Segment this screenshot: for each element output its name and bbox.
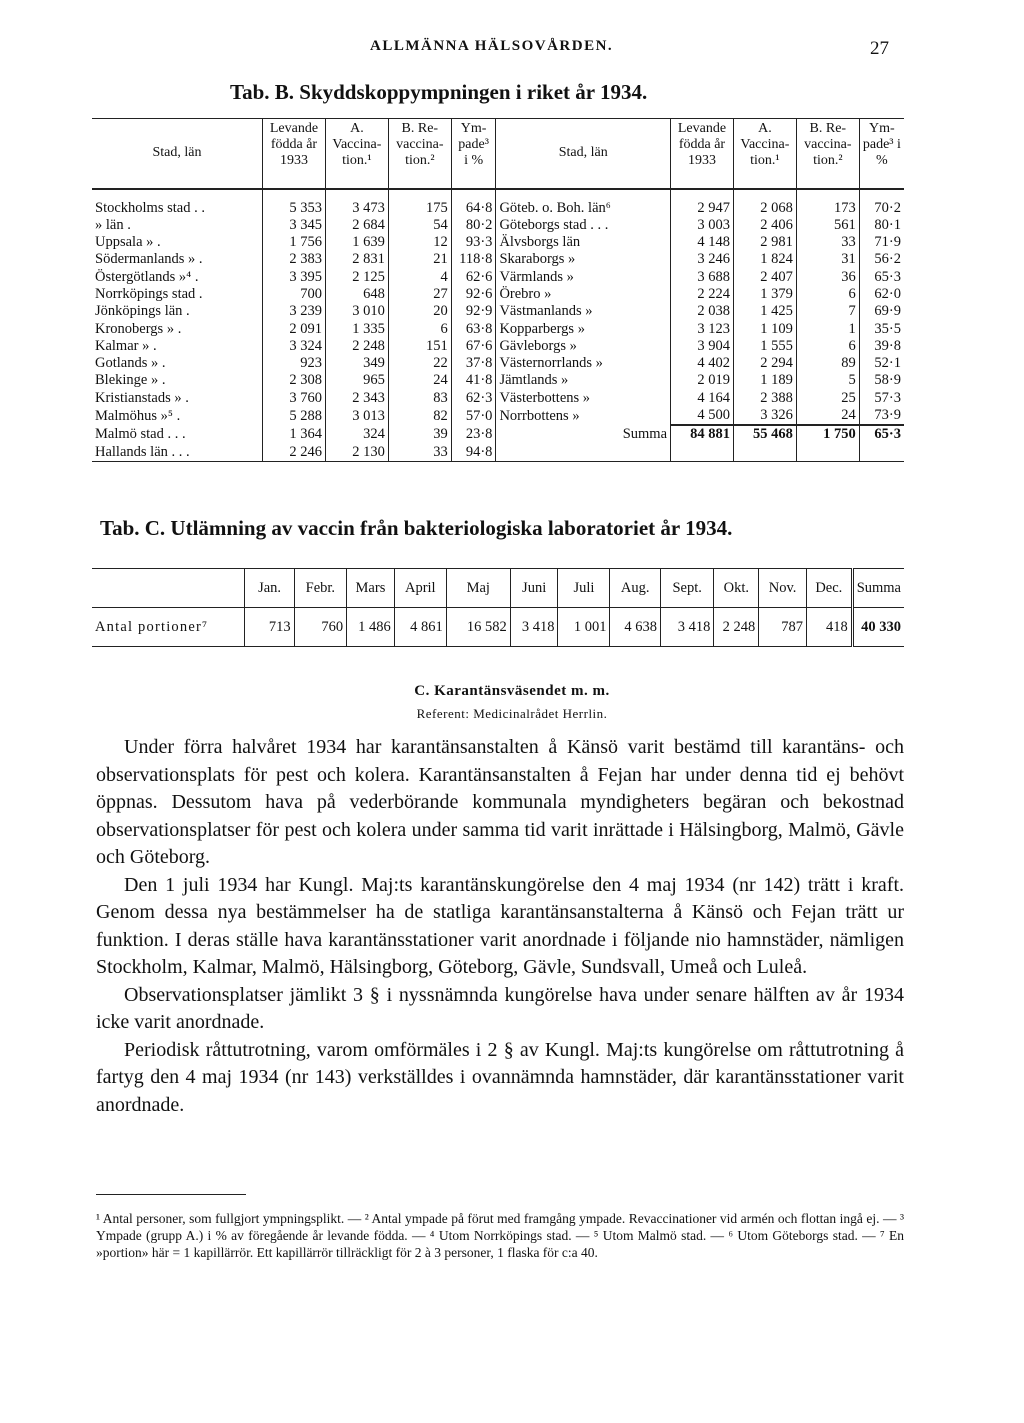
paragraph: Periodisk råttutrotning, varom omförmäles i 2 § av Kungl. Maj:ts kungörelse om råttutrotning å fartyg den 4 maj 1934 (nr 143) verkställdes i ovannämnda hamnstäder, där karantänsstationer varit anordnade. xyxy=(96,1038,904,1116)
cell-vacc: 2 294 xyxy=(733,355,796,372)
place-name: Norrbottens » xyxy=(496,407,671,425)
table-row xyxy=(92,407,904,425)
cell-vacc: 3 473 xyxy=(325,189,388,217)
cell-vacc: 2 684 xyxy=(325,217,388,234)
month-value: 418 xyxy=(806,608,852,647)
cell-vacc: 1 109 xyxy=(733,321,796,338)
month-header: Aug. xyxy=(610,569,661,608)
cell-vacc: 349 xyxy=(325,355,388,372)
tab-c-data-row xyxy=(92,608,904,647)
cell-born: 700 xyxy=(263,286,326,303)
cell-born: 4 402 xyxy=(671,355,734,372)
cell-born: 2 091 xyxy=(263,321,326,338)
cell-pct: 92·6 xyxy=(451,286,496,303)
summa-label: Summa xyxy=(496,425,671,443)
cell-vacc: 1 379 xyxy=(733,286,796,303)
cell-pct: 56·2 xyxy=(859,251,904,268)
table-row xyxy=(92,444,904,462)
cell-pct: 67·6 xyxy=(451,338,496,355)
cell-born: 2 383 xyxy=(263,251,326,268)
month-header: April xyxy=(394,569,446,608)
place-name: Kalmar » . xyxy=(95,337,157,354)
month-value: 1 486 xyxy=(347,608,395,647)
cell-vacc: 3 013 xyxy=(325,407,388,425)
cell-pct: 63·8 xyxy=(451,321,496,338)
cell-pct: 71·9 xyxy=(859,234,904,251)
cell-revacc: 24 xyxy=(388,372,451,389)
summa-born: 84 881 xyxy=(671,425,734,443)
cell-vacc: 2 343 xyxy=(325,390,388,407)
col-pct-2: Ym-pade³ i % xyxy=(859,119,904,189)
cell-born: 1 364 xyxy=(263,425,326,443)
cell-born: 3 345 xyxy=(263,217,326,234)
place-name: Kronobergs » . xyxy=(95,320,182,337)
cell-born: 3 904 xyxy=(671,338,734,355)
cell-revacc: 4 xyxy=(388,269,451,286)
tab-c-corner xyxy=(92,569,245,608)
table-row xyxy=(92,321,904,338)
cell-pct: 35·5 xyxy=(859,321,904,338)
cell-revacc: 1 xyxy=(796,321,859,338)
cell-pct: 39·8 xyxy=(859,338,904,355)
cell-revacc: 20 xyxy=(388,303,451,320)
place-name: Kristianstads » . xyxy=(95,389,189,406)
cell-pct: 37·8 xyxy=(451,355,496,372)
cell-born: 4 164 xyxy=(671,390,734,407)
table-row xyxy=(92,372,904,389)
cell-revacc: 6 xyxy=(796,286,859,303)
cell-revacc: 6 xyxy=(388,321,451,338)
month-value: 4 861 xyxy=(394,608,446,647)
cell-born: 3 760 xyxy=(263,390,326,407)
cell-pct: 41·8 xyxy=(451,372,496,389)
month-header: Febr. xyxy=(294,569,346,608)
col-place-2: Stad, län xyxy=(496,119,671,189)
col-revacc-2: B. Re-vaccina-tion.² xyxy=(796,119,859,189)
cell-born: 5 353 xyxy=(263,189,326,217)
table-row xyxy=(92,286,904,303)
paragraph: Under förra halvåret 1934 har karantänsanstalten å Känsö varit bestämd till karantäns- och observationsplats för pest och kolera. Karantänsanstalten å Fejan har under denna tid ej behövt öppnas. Dessutom hava på vederbörande kommunala myndigheters begäran och bekostnad observationsplatser för pest och kolera under samma tid varit inrättade i Hälsingborg, Malmö, Gävle och Göteborg. xyxy=(96,736,904,868)
cell-born: 4 148 xyxy=(671,234,734,251)
cell-vacc: 3 010 xyxy=(325,303,388,320)
month-header: Jan. xyxy=(245,569,294,608)
place-name xyxy=(496,444,671,462)
cell-born: 923 xyxy=(263,355,326,372)
place-name: Malmö stad . . . xyxy=(95,425,186,442)
place-name: Skaraborgs » xyxy=(496,251,671,268)
place-name: Västernorrlands » xyxy=(496,355,671,372)
cell-pct: 94·8 xyxy=(451,444,496,462)
cell-vacc: 1 425 xyxy=(733,303,796,320)
cell-revacc: 5 xyxy=(796,372,859,389)
summa-pct: 65·3 xyxy=(859,425,904,443)
cell-pct: 65·3 xyxy=(859,269,904,286)
cell-born: 2 038 xyxy=(671,303,734,320)
tab-c-table xyxy=(92,568,904,647)
cell-revacc: 12 xyxy=(388,234,451,251)
table-row xyxy=(92,189,904,217)
month-header: Juni xyxy=(510,569,558,608)
place-name: Örebro » xyxy=(496,286,671,303)
summa-vacc: 55 468 xyxy=(733,425,796,443)
cell-vacc: 2 068 xyxy=(733,189,796,217)
place-name: » län . xyxy=(95,216,131,233)
month-header: Nov. xyxy=(759,569,807,608)
cell-vacc xyxy=(733,444,796,462)
cell-born: 2 224 xyxy=(671,286,734,303)
col-born: Levande födda år 1933 xyxy=(263,119,326,189)
place-name: Östergötlands »⁴ . xyxy=(95,268,199,285)
cell-vacc: 2 406 xyxy=(733,217,796,234)
section-referent: Referent: Medicinalrådet Herrlin. xyxy=(416,706,608,721)
col-vacc-2: A. Vaccina-tion.¹ xyxy=(733,119,796,189)
cell-pct: 58·9 xyxy=(859,372,904,389)
cell-born: 3 003 xyxy=(671,217,734,234)
cell-pct: 62·0 xyxy=(859,286,904,303)
table-row xyxy=(92,269,904,286)
running-title: ALLMÄNNA HÄLSOVÅRDEN. xyxy=(370,38,614,54)
month-value: 3 418 xyxy=(661,608,714,647)
cell-vacc: 648 xyxy=(325,286,388,303)
cell-revacc xyxy=(796,444,859,462)
cell-vacc: 2 388 xyxy=(733,390,796,407)
table-row xyxy=(92,338,904,355)
place-name: Västerbottens » xyxy=(496,390,671,407)
place-name: Malmöhus »⁵ . xyxy=(95,407,181,424)
month-value: 713 xyxy=(245,608,294,647)
place-name: Älvsborgs län xyxy=(496,234,671,251)
cell-revacc: 173 xyxy=(796,189,859,217)
cell-born: 5 288 xyxy=(263,407,326,425)
month-value: 760 xyxy=(294,608,346,647)
cell-born: 3 239 xyxy=(263,303,326,320)
paragraph: Den 1 juli 1934 har Kungl. Maj:ts karantänskungörelse den 4 maj 1934 (nr 142) trätt i kraft. Genom dessa nya bestämmelser ha de statliga karantänsanstalterna å Känsö och Fejan trätt ur funktion. I deras ställe hava karantänsstationer varit anordnade i följande nio hamnstäder, nämligen Stockholm, Kalmar, Malmö, Hälsingborg, Göteborg, Gävle, Sundsvall, Umeå och Luleå. xyxy=(96,873,904,978)
cell-born: 3 688 xyxy=(671,269,734,286)
cell-pct: 69·9 xyxy=(859,303,904,320)
cell-revacc: 175 xyxy=(388,189,451,217)
place-name: Göteborgs stad . . . xyxy=(496,217,671,234)
place-name: Värmlands » xyxy=(496,269,671,286)
cell-revacc: 25 xyxy=(796,390,859,407)
place-name: Göteb. o. Boh. län⁶ xyxy=(496,189,671,217)
col-place: Stad, län xyxy=(152,145,202,161)
cell-vacc: 1 639 xyxy=(325,234,388,251)
cell-pct: 93·3 xyxy=(451,234,496,251)
cell-vacc: 2 407 xyxy=(733,269,796,286)
cell-born: 4 500 xyxy=(671,407,734,425)
month-value: 1 001 xyxy=(558,608,610,647)
cell-pct: 62·6 xyxy=(451,269,496,286)
place-name: Gotlands » . xyxy=(95,355,166,372)
place-name: Jämtlands » xyxy=(496,372,671,389)
tab-b-table xyxy=(92,118,904,462)
total-value: 40 330 xyxy=(852,608,904,647)
row-label: Antal portioner⁷ xyxy=(95,618,209,635)
month-value: 787 xyxy=(759,608,807,647)
cell-born: 2 019 xyxy=(671,372,734,389)
cell-born: 3 246 xyxy=(671,251,734,268)
cell-born: 3 324 xyxy=(263,338,326,355)
place-name: Norrköpings stad . xyxy=(95,285,203,302)
cell-revacc: 21 xyxy=(388,251,451,268)
place-name: Stockholms stad . . xyxy=(95,199,205,216)
month-value: 3 418 xyxy=(510,608,558,647)
cell-born: 2 947 xyxy=(671,189,734,217)
cell-vacc: 3 326 xyxy=(733,407,796,425)
cell-pct: 62·3 xyxy=(451,390,496,407)
cell-revacc: 6 xyxy=(796,338,859,355)
cell-pct: 52·1 xyxy=(859,355,904,372)
cell-vacc: 965 xyxy=(325,372,388,389)
table-row xyxy=(92,425,904,443)
cell-revacc: 561 xyxy=(796,217,859,234)
table-row xyxy=(92,303,904,320)
cell-vacc: 1 335 xyxy=(325,321,388,338)
tab-c-title: Tab. C. Utlämning av vaccin från bakteriologiska laboratoriet år 1934. xyxy=(100,516,733,540)
cell-pct: 80·2 xyxy=(451,217,496,234)
cell-vacc: 2 125 xyxy=(325,269,388,286)
section-title: C. Karantänsväsendet m. m. xyxy=(414,683,610,699)
body-text xyxy=(96,734,904,1119)
cell-revacc: 36 xyxy=(796,269,859,286)
place-name: Hallands län . . . xyxy=(95,443,190,460)
cell-pct: 118·8 xyxy=(451,251,496,268)
cell-revacc: 33 xyxy=(388,444,451,462)
month-value: 2 248 xyxy=(714,608,759,647)
col-born-2: Levande födda år 1933 xyxy=(671,119,734,189)
month-header: Juli xyxy=(558,569,610,608)
month-value: 4 638 xyxy=(610,608,661,647)
cell-vacc: 1 555 xyxy=(733,338,796,355)
cell-born: 3 395 xyxy=(263,269,326,286)
month-header: Okt. xyxy=(714,569,759,608)
table-row xyxy=(92,234,904,251)
cell-born: 1 756 xyxy=(263,234,326,251)
cell-pct xyxy=(859,444,904,462)
cell-pct: 70·2 xyxy=(859,189,904,217)
cell-vacc: 1 189 xyxy=(733,372,796,389)
cell-revacc: 31 xyxy=(796,251,859,268)
col-pct: Ym-pade³ i % xyxy=(451,119,496,189)
cell-pct: 57·0 xyxy=(451,407,496,425)
cell-vacc: 2 831 xyxy=(325,251,388,268)
cell-revacc: 54 xyxy=(388,217,451,234)
place-name: Uppsala » . xyxy=(95,234,161,251)
cell-vacc: 2 248 xyxy=(325,338,388,355)
month-header: Maj xyxy=(446,569,510,608)
cell-revacc: 89 xyxy=(796,355,859,372)
table-row xyxy=(92,217,904,234)
cell-revacc: 33 xyxy=(796,234,859,251)
tab-b-body xyxy=(92,189,904,462)
cell-pct: 80·1 xyxy=(859,217,904,234)
summa-header: Summa xyxy=(852,569,904,608)
cell-revacc: 27 xyxy=(388,286,451,303)
footnotes: ¹ Antal personer, som fullgjort ympningsplikt. — ² Antal ympade på förut med framgång ympade. Revaccinationer vid armén och flottan ingå ej. — ³ Ympade (grupp A.) i % av föregående år levande födda. — ⁴ Utom Norrköpings stad. — ⁵ Utom Malmö stad. — ⁶ Utom Göteborgs stad. — ⁷ En »portion» här = 1 kapillärrör. Ett kapillärrör tillräckligt för 2 à 3 personer, 1 flaska för c:a 40. xyxy=(96,1211,904,1260)
cell-vacc: 2 130 xyxy=(325,444,388,462)
summa-revacc: 1 750 xyxy=(796,425,859,443)
cell-revacc: 83 xyxy=(388,390,451,407)
col-vacc: A. Vaccina-tion.¹ xyxy=(325,119,388,189)
place-name: Blekinge » . xyxy=(95,372,166,389)
cell-vacc: 324 xyxy=(325,425,388,443)
table-row xyxy=(92,355,904,372)
cell-revacc: 82 xyxy=(388,407,451,425)
month-header: Mars xyxy=(347,569,395,608)
cell-born xyxy=(671,444,734,462)
place-name: Södermanlands » . xyxy=(95,251,203,268)
tab-c-header-row xyxy=(92,569,904,608)
cell-pct: 23·8 xyxy=(451,425,496,443)
cell-pct: 92·9 xyxy=(451,303,496,320)
cell-revacc: 24 xyxy=(796,407,859,425)
table-row xyxy=(92,251,904,268)
place-name: Jönköpings län . xyxy=(95,303,190,320)
place-name: Västmanlands » xyxy=(496,303,671,320)
cell-born: 2 246 xyxy=(263,444,326,462)
cell-revacc: 22 xyxy=(388,355,451,372)
cell-born: 3 123 xyxy=(671,321,734,338)
cell-revacc: 7 xyxy=(796,303,859,320)
cell-vacc: 2 981 xyxy=(733,234,796,251)
tab-b-title: Tab. B. Skyddskoppympningen i riket år 1934. xyxy=(230,80,648,104)
page-number: 27 xyxy=(870,38,889,59)
place-name: Kopparbergs » xyxy=(496,321,671,338)
cell-pct: 73·9 xyxy=(859,407,904,425)
paragraph: Observationsplatser jämlikt 3 § i nyssnämnda kungörelse hava under senare hälften av år 1934 icke varit anordnade. xyxy=(96,983,904,1033)
cell-revacc: 151 xyxy=(388,338,451,355)
cell-vacc: 1 824 xyxy=(733,251,796,268)
cell-pct: 64·8 xyxy=(451,189,496,217)
cell-revacc: 39 xyxy=(388,425,451,443)
table-row xyxy=(92,390,904,407)
month-header: Dec. xyxy=(806,569,852,608)
cell-pct: 57·3 xyxy=(859,390,904,407)
month-value: 16 582 xyxy=(446,608,510,647)
col-revacc: B. Re-vaccina-tion.² xyxy=(388,119,451,189)
place-name: Gävleborgs » xyxy=(496,338,671,355)
cell-born: 2 308 xyxy=(263,372,326,389)
month-header: Sept. xyxy=(661,569,714,608)
